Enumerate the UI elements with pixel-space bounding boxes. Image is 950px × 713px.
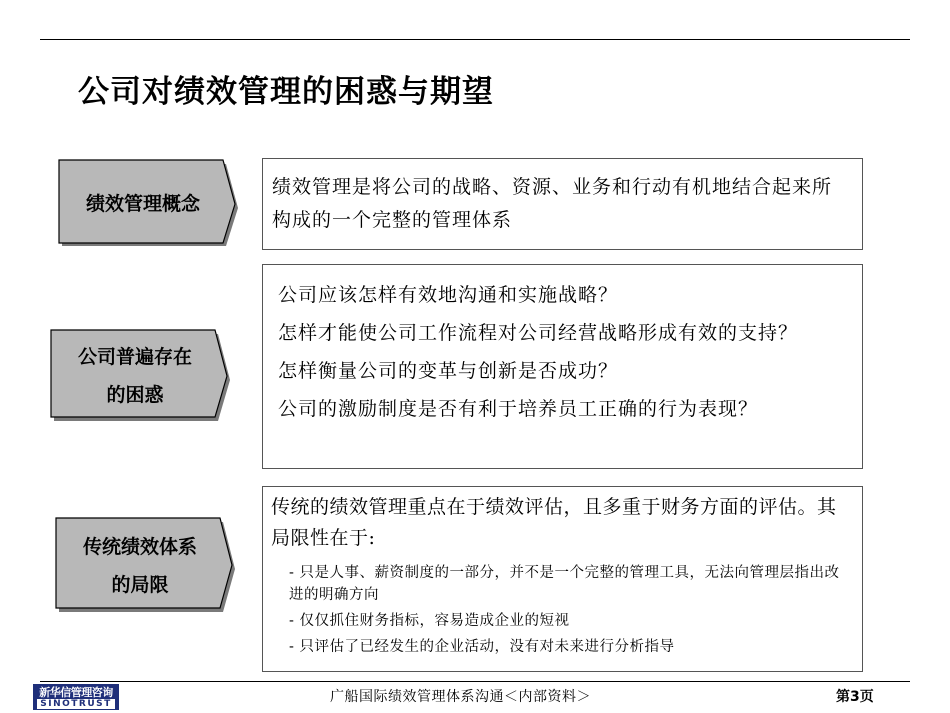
tag-confusions	[50, 328, 232, 424]
logo-chinese-text: 新华信管理咨询	[39, 685, 113, 699]
question-2: 怎样才能使公司工作流程对公司经营战略形成有效的支持？	[278, 322, 799, 344]
limitation-bullet-2: - 仅仅抓住财务指标，容易造成企业的短视	[289, 613, 570, 629]
footer-center-text: 广船国际绩效管理体系沟通＜内部资料＞	[330, 689, 591, 705]
limitations-box	[262, 486, 863, 672]
question-1: 公司应该怎样有效地沟通和实施战略？	[278, 284, 619, 306]
tag-confusions-label-line1: 公司普遍存在	[77, 346, 192, 368]
logo-english-text: SINOTRUST	[37, 699, 115, 709]
question-3: 怎样衡量公司的变革与创新是否成功？	[278, 360, 619, 382]
company-logo	[33, 684, 119, 710]
tag-concept-label: 绩效管理概念	[85, 193, 200, 215]
top-divider	[40, 39, 910, 40]
tag-limitations-label-line1: 传统绩效体系	[82, 536, 197, 558]
tag-limitations-label-line2: 的局限	[111, 574, 169, 596]
slide-title: 公司对绩效管理的困惑与期望	[78, 74, 494, 110]
question-4: 公司的激励制度是否有利于培养员工正确的行为表现？	[278, 398, 759, 420]
limitation-bullet-1: - 只是人事、薪资制度的一部分，并不是一个完整的管理工具，无法向管理层指出改进的明确方向	[289, 565, 840, 603]
tag-concept	[58, 158, 240, 250]
page-number: 第3页	[836, 689, 874, 705]
confusions-box	[262, 264, 863, 469]
limitation-bullet-3: - 只评估了已经发生的企业活动，没有对未来进行分析指导	[289, 639, 675, 655]
tag-limitations	[55, 516, 237, 616]
limitations-intro: 传统的绩效管理重点在于绩效评估，且多重于财务方面的评估。其局限性在于:	[271, 496, 837, 549]
concept-box	[262, 158, 863, 250]
bottom-divider	[40, 681, 910, 682]
tag-confusions-label-line2: 的困惑	[106, 384, 164, 406]
concept-text: 绩效管理是将公司的战略、资源、业务和行动有机地结合起来所构成的一个完整的管理体系	[272, 176, 833, 231]
